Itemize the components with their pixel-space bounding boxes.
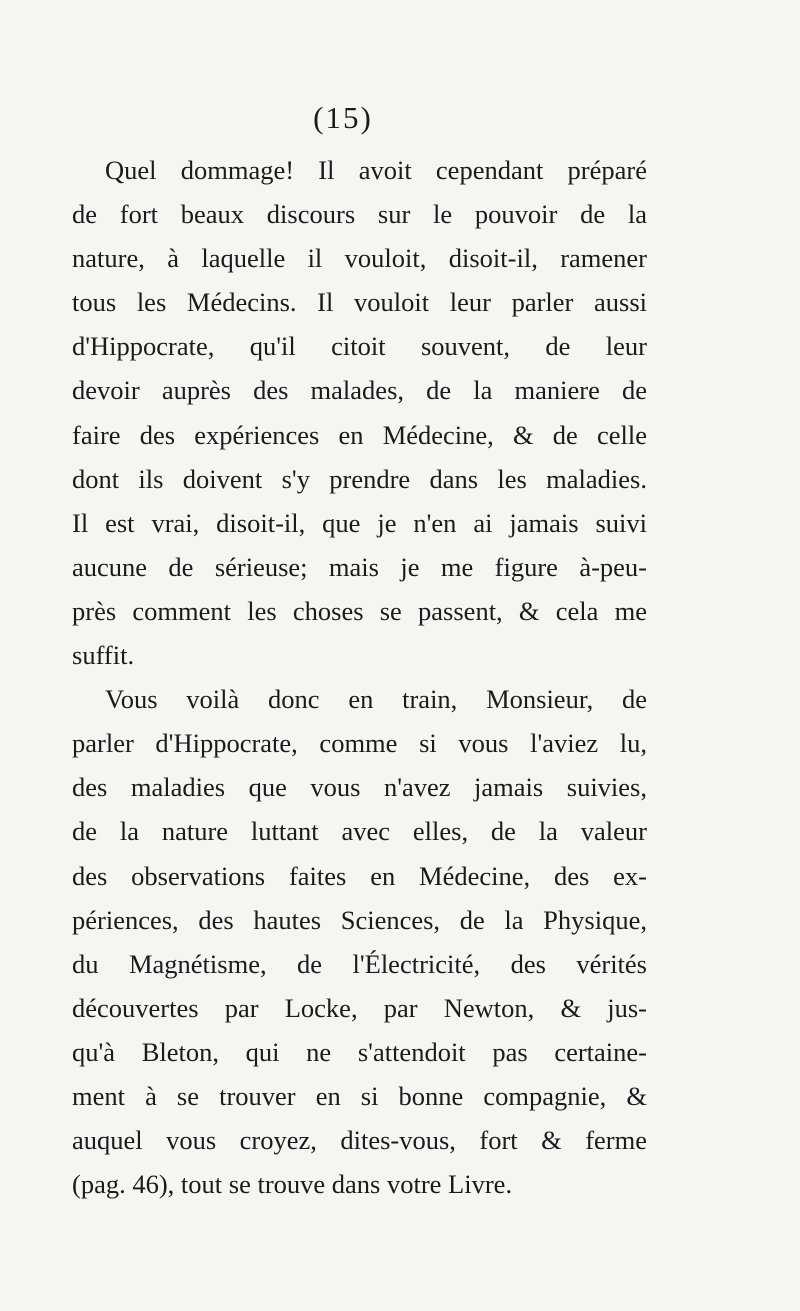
body-text [72,148,647,1206]
text-line: des observations faites en Médecine, des ex- [72,860,647,891]
text-line: (pag. 46), tout se trouve dans votre Livre. [72,1169,513,1200]
text-line: des maladies que vous n'avez jamais suivies, [72,772,647,803]
text-line: faire des expériences en Médecine, & de celle [72,419,647,450]
text-line: Il est vrai, disoit-il, que je n'en ai jamais suivi [72,507,647,538]
text-line: Vous voilà donc en train, Monsieur, de [105,684,647,715]
text-line: du Magnétisme, de l'Électricité, des vérités [72,948,647,979]
text-line: périences, des hautes Sciences, de la Physique, [72,904,647,935]
text-line: tous les Médecins. Il vouloit leur parler aussi [72,287,647,318]
text-line: parler d'Hippocrate, comme si vous l'aviez lu, [72,728,647,759]
text-line: découvertes par Locke, par Newton, & jus- [72,992,647,1023]
text-line: dont ils doivent s'y prendre dans les maladies. [72,463,647,494]
paragraph-2 [72,677,647,1206]
text-line: Quel dommage! Il avoit cependant préparé [105,155,647,185]
text-line: près comment les choses se passent, & cela me [72,595,647,626]
text-line: nature, à laquelle il vouloit, disoit-il, ramener [72,243,647,274]
text-line: qu'à Bleton, qui ne s'attendoit pas certaine- [72,1036,647,1067]
text-line: suffit. [72,640,135,671]
text-line: ment à se trouver en si bonne compagnie, & [72,1080,647,1111]
text-line: devoir auprès des malades, de la maniere de [72,375,647,406]
paragraph-1 [72,148,647,677]
text-line: auquel vous croyez, dites-vous, fort & ferme [72,1125,647,1156]
page-number: (15) [313,100,373,135]
text-line: de la nature luttant avec elles, de la valeur [72,816,647,847]
text-line: aucune de sérieuse; mais je me figure à-peu- [72,551,647,582]
text-line: de fort beaux discours sur le pouvoir de la [72,199,647,230]
text-line: d'Hippocrate, qu'il citoit souvent, de leur [72,331,647,362]
